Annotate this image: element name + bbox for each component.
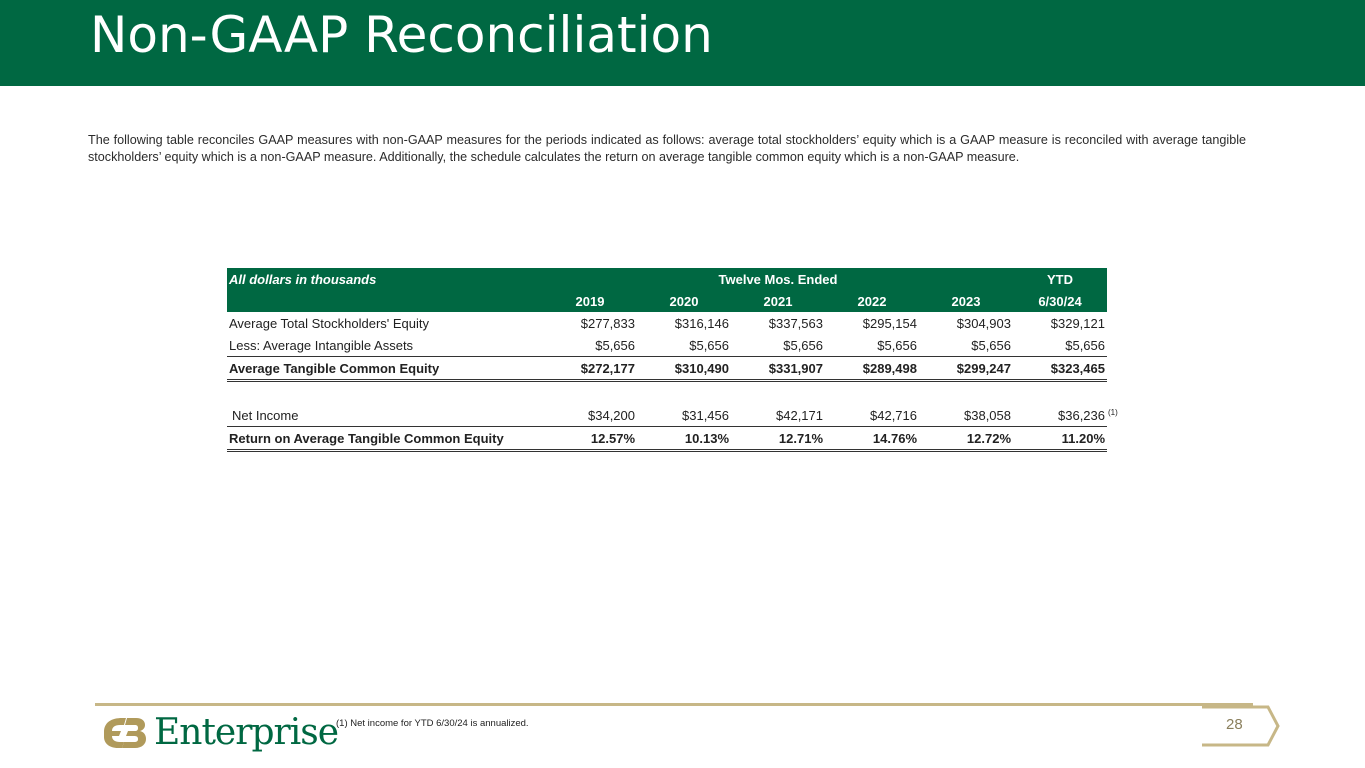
cell-value: $42,171	[731, 404, 825, 427]
footnote: (1) Net income for YTD 6/30/24 is annualized.	[336, 718, 529, 729]
cell-value: $329,121	[1050, 315, 1105, 331]
footer-divider	[95, 703, 1253, 706]
cell-value: 11.20%	[1013, 427, 1107, 451]
cell-value: $337,563	[768, 315, 823, 331]
column-header: 2022	[825, 290, 919, 312]
reconciliation-table	[227, 268, 1118, 452]
cell-value: $5,656	[543, 334, 637, 357]
cell-value: $277,833	[580, 315, 635, 331]
cell-value: $304,903	[956, 315, 1011, 331]
row-label: Average Tangible Common Equity	[227, 357, 543, 381]
cell-value: $323,465	[1013, 357, 1107, 381]
footnote-marker: (1)	[1108, 407, 1118, 417]
cell-value: $331,907	[731, 357, 825, 381]
cell-value: $36,236	[1058, 407, 1105, 423]
cell-value: 12.57%	[543, 427, 637, 451]
cell-value: 12.72%	[919, 427, 1013, 451]
row-label: Net Income	[227, 404, 543, 427]
row-label: Less: Average Intangible Assets	[227, 334, 543, 357]
column-header: 2020	[637, 290, 731, 312]
table-row	[227, 404, 1107, 427]
ytd-label: YTD	[1013, 268, 1107, 290]
cell-value: $31,456	[637, 404, 731, 427]
table-row	[227, 312, 1107, 334]
group-label: Twelve Mos. Ended	[543, 268, 1013, 290]
units-label: All dollars in thousands	[227, 268, 543, 290]
column-header: 6/30/24	[1013, 290, 1107, 312]
row-label: Average Total Stockholders' Equity	[229, 315, 430, 331]
cell-value: $5,656	[1013, 334, 1107, 357]
column-header: 2021	[731, 290, 825, 312]
cell-value: $5,656	[825, 334, 919, 357]
table-row-total	[227, 357, 1107, 381]
table-spacer	[227, 381, 1107, 405]
eb-logo-icon	[100, 712, 148, 752]
column-header: 2019	[543, 290, 637, 312]
enterprise-logo	[100, 708, 338, 756]
column-header: 2023	[919, 290, 1013, 312]
cell-value: $5,656	[637, 334, 731, 357]
cell-value: $289,498	[825, 357, 919, 381]
cell-value: 12.71%	[731, 427, 825, 451]
cell-value: $295,154	[862, 315, 917, 331]
table-header-row	[227, 268, 1107, 290]
intro-paragraph: The following table reconciles GAAP measures with non-GAAP measures for the periods indicated as follows: average total stockholders’ equity which is a GAAP measure is reconciled with average tangible stockholders’ equity which is a non-GAAP measure. Additionally, the schedule calculates the return on average tangible common equity which is a non-GAAP measure.	[88, 133, 1246, 164]
header-bar	[0, 0, 1365, 86]
year-header-blank	[227, 290, 543, 312]
cell-value: $316,146	[674, 315, 729, 331]
row-label: Return on Average Tangible Common Equity	[227, 427, 543, 451]
cell-value: $299,247	[919, 357, 1013, 381]
cell-value: $272,177	[543, 357, 637, 381]
cell-value: 14.76%	[825, 427, 919, 451]
cell-value: $5,656	[919, 334, 1013, 357]
table-year-row	[227, 290, 1107, 312]
cell-value: $38,058	[919, 404, 1013, 427]
table-row-total	[227, 427, 1107, 451]
cell-value: $42,716	[825, 404, 919, 427]
cell-value: $34,200	[543, 404, 637, 427]
brand-name: Enterprise	[154, 711, 338, 753]
page-number: 28	[1226, 716, 1243, 733]
cell-value: $5,656	[731, 334, 825, 357]
cell-value: $310,490	[637, 357, 731, 381]
cell-value-with-note	[1013, 404, 1118, 427]
table-row	[227, 334, 1107, 357]
page-title: Non-GAAP Reconciliation	[90, 6, 713, 64]
cell-value: 10.13%	[637, 427, 731, 451]
